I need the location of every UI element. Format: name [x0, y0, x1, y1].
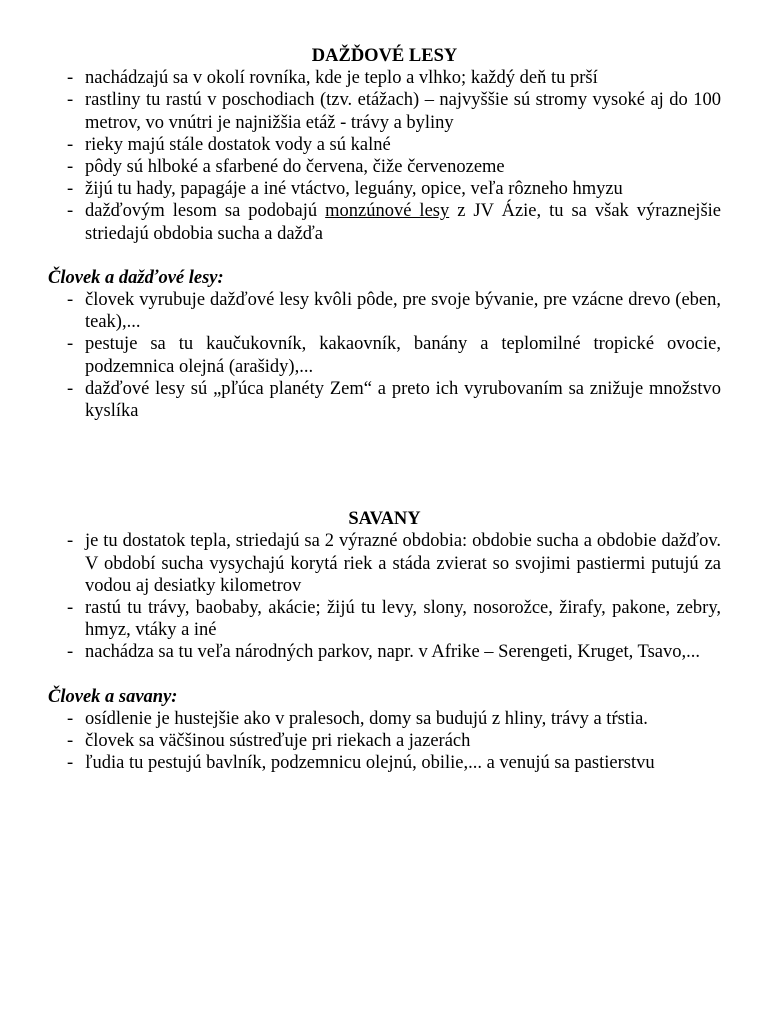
- list-item-text: rastliny tu rastú v poschodiach (tzv. etážach) – najvyššie sú stromy vysoké aj do 100 metrov, vo vnútri je najnižšia etáž - trávy a byliny: [85, 90, 721, 133]
- dash-bullet: -: [67, 731, 74, 752]
- list-item: [48, 752, 721, 774]
- dash-bullet: -: [67, 134, 74, 155]
- list-item-text-after: z JV Ázie, tu sa však výraznejšie striedajú obdobia sucha a dažďa: [85, 201, 721, 244]
- dash-bullet: -: [67, 753, 74, 774]
- savannas-list: [48, 530, 721, 663]
- list-item-text: nachádzajú sa v okolí rovníka, kde je teplo a vlhko; každý deň tu prší: [85, 68, 598, 89]
- list-item-text: pôdy sú hlboké a sfarbené do červena, čiže červenozeme: [85, 157, 505, 178]
- spacer: [48, 422, 721, 508]
- dash-bullet: -: [67, 157, 74, 178]
- dash-bullet: -: [67, 68, 74, 89]
- human-savannas-list: [48, 708, 721, 775]
- list-item-text: pestuje sa tu kaučukovník, kakaovník, banány a teplomilné tropické ovocie, podzemnica olejná (arašidy),...: [85, 334, 721, 377]
- human-rainforests-list: [48, 289, 721, 422]
- dash-bullet: -: [67, 179, 74, 200]
- section-title-human-rainforests: Človek a dažďové lesy:: [48, 267, 224, 288]
- dash-bullet: -: [67, 531, 74, 552]
- dash-bullet: -: [67, 642, 74, 663]
- list-item-text: dažďové lesy sú „pľúca planéty Zem“ a preto ich vyrubovaním sa znižuje množstvo kyslíka: [85, 378, 721, 422]
- list-item: [48, 333, 721, 377]
- list-item: [48, 597, 721, 641]
- list-item-text: žijú tu hady, papagáje a iné vtáctvo, leguány, opice, veľa rôzneho hmyzu: [85, 179, 623, 200]
- list-item-text: je tu dostatok tepla, striedajú sa 2 výrazné obdobia: obdobie sucha a obdobie dažďov. V období sucha vysychajú korytá riek a stáda zvierat so svojimi pastiermi putujú za vodou aj desiatky kilometrov: [85, 531, 721, 596]
- list-item: [48, 708, 721, 730]
- list-item-text-before: dažďovým lesom sa podobajú: [85, 201, 326, 222]
- dash-bullet: -: [67, 598, 74, 619]
- list-item: [48, 378, 721, 422]
- list-item-text: človek sa väčšinou sústreďuje pri riekach a jazerách: [85, 731, 471, 752]
- list-item-text: nachádza sa tu veľa národných parkov, napr. v Afrike – Serengeti, Kruget, Tsavo,...: [85, 642, 700, 663]
- list-item: [48, 730, 721, 752]
- list-item: [48, 67, 721, 89]
- dash-bullet: -: [67, 378, 74, 399]
- list-item-text: rieky majú stále dostatok vody a sú kalné: [85, 134, 391, 155]
- dash-bullet: -: [67, 90, 74, 111]
- list-item: [48, 134, 721, 156]
- list-item-text: ľudia tu pestujú bavlník, podzemnicu olejnú, obilie,... a venujú sa pastierstvu: [85, 753, 655, 774]
- dash-bullet: -: [67, 334, 74, 355]
- underlined-term: monzúnové lesy: [325, 201, 450, 222]
- list-item-text: človek vyrubuje dažďové lesy kvôli pôde, pre svoje bývanie, pre vzácne drevo (eben, teak),...: [85, 290, 721, 333]
- list-item: [48, 530, 721, 597]
- section-title-human-savannas: Človek a savany:: [48, 686, 178, 707]
- list-item: [48, 200, 721, 244]
- list-item: [48, 156, 721, 178]
- list-item: [48, 641, 721, 663]
- dash-bullet: -: [67, 201, 74, 222]
- spacer: [48, 245, 721, 267]
- spacer: [48, 664, 721, 686]
- list-item-text: osídlenie je hustejšie ako v pralesoch, domy sa budujú z hliny, trávy a tŕstia.: [85, 708, 648, 729]
- dash-bullet: -: [67, 290, 74, 311]
- rainforests-list: [48, 67, 721, 245]
- section-title-rainforests: DAŽĎOVÉ LESY: [311, 46, 458, 66]
- document-page: [48, 45, 721, 774]
- list-item: [48, 289, 721, 333]
- dash-bullet: -: [67, 708, 74, 729]
- list-item: [48, 89, 721, 133]
- section-title-savannas: SAVANY: [348, 509, 421, 530]
- list-item: [48, 178, 721, 200]
- list-item-text: rastú tu trávy, baobaby, akácie; žijú tu levy, slony, nosorožce, žirafy, pakone, zebry, hmyz, vtáky a iné: [85, 598, 721, 641]
